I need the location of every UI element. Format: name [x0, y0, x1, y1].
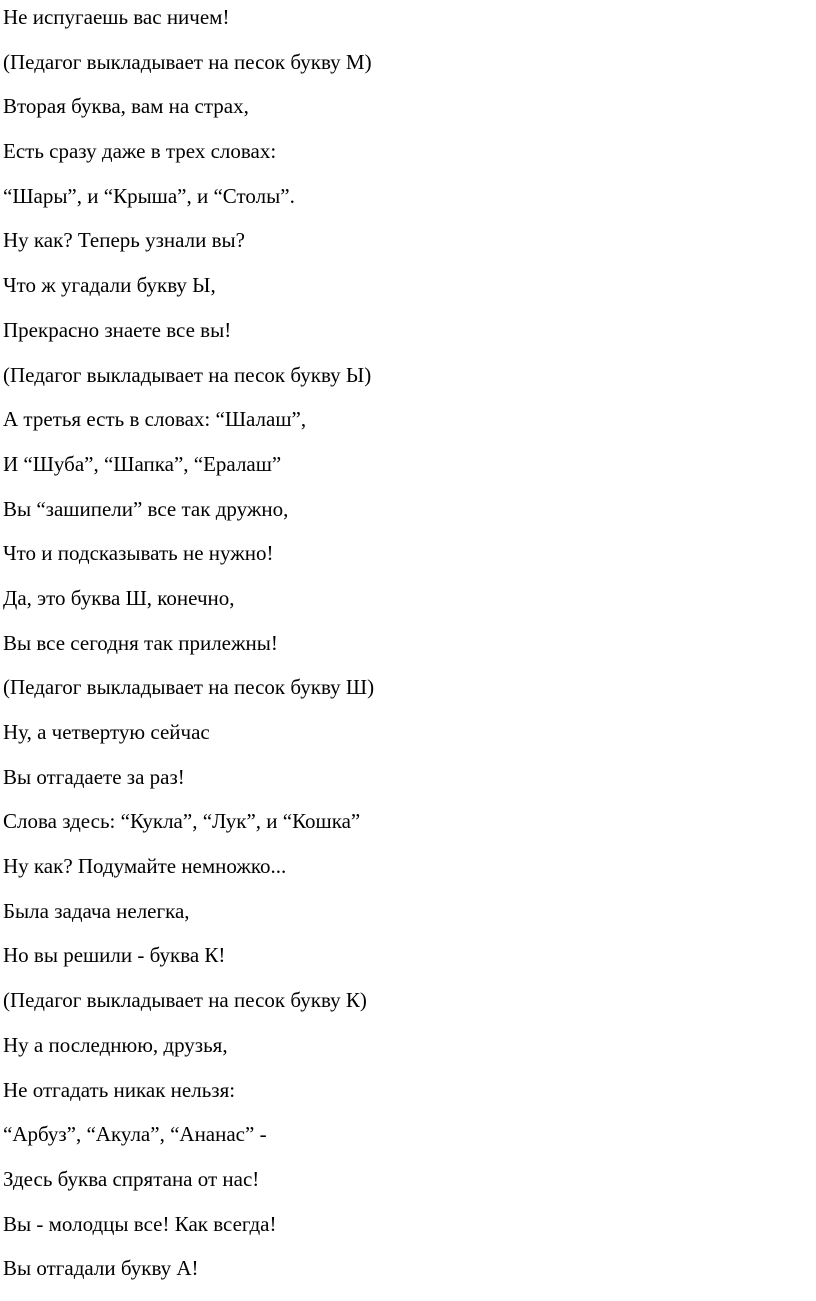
- text-line: Вы отгадаете за раз!: [3, 764, 185, 789]
- text-line: Ну как? Подумайте немножко...: [3, 854, 287, 879]
- text-line: Вторая буква, вам на страх,: [3, 94, 249, 119]
- text-line: А третья есть в словах: “Шалаш”,: [3, 407, 307, 432]
- text-line: Вы - молодцы все! Как всегда!: [3, 1211, 277, 1236]
- text-line: Но вы решили - буква К!: [3, 943, 226, 968]
- text-line: “Арбуз”, “Акула”, “Ананас” -: [3, 1122, 267, 1147]
- text-line: Прекрасно знаете все вы!: [3, 317, 232, 342]
- text-line: Вы все сегодня так прилежны!: [3, 630, 278, 655]
- text-line: Не испугаешь вас ничем!: [3, 5, 230, 29]
- text-line: “Шары”, и “Крыша”, и “Столы”.: [3, 183, 295, 208]
- text-line: Да, это буква Ш, конечно,: [3, 585, 235, 610]
- text-line: Есть сразу даже в трех словах:: [3, 139, 277, 164]
- text-line: Ну а последнюю, друзья,: [3, 1032, 228, 1057]
- text-line: Ну как? Теперь узнали вы?: [3, 228, 245, 253]
- poem-text: [3, 5, 374, 1301]
- stage-direction-line: (Педагог выкладывает на песок букву Ш): [3, 675, 375, 700]
- text-line: Не отгадать никак нельзя:: [3, 1077, 236, 1102]
- text-line: Ну, а четвертую сейчас: [3, 720, 210, 744]
- text-line: Вы “зашипели” все так дружно,: [3, 496, 289, 521]
- stage-direction-line: (Педагог выкладывает на песок букву М): [3, 49, 372, 74]
- text-line: Что и подсказывать не нужно!: [3, 541, 274, 566]
- text-line: Здесь буква спрятана от нас!: [3, 1166, 260, 1191]
- text-line: И “Шуба”, “Шапка”, “Ералаш”: [3, 451, 282, 476]
- text-line: Что ж угадали букву Ы,: [3, 273, 216, 298]
- text-line: Вы отгадали букву А!: [3, 1256, 199, 1281]
- text-line: Слова здесь: “Кукла”, “Лук”, и “Кошка”: [3, 809, 361, 834]
- text-line: Была задача нелегка,: [3, 898, 190, 923]
- stage-direction-line: (Педагог выкладывает на песок букву К): [3, 988, 367, 1013]
- stage-direction-line: (Педагог выкладывает на песок букву Ы): [3, 362, 372, 387]
